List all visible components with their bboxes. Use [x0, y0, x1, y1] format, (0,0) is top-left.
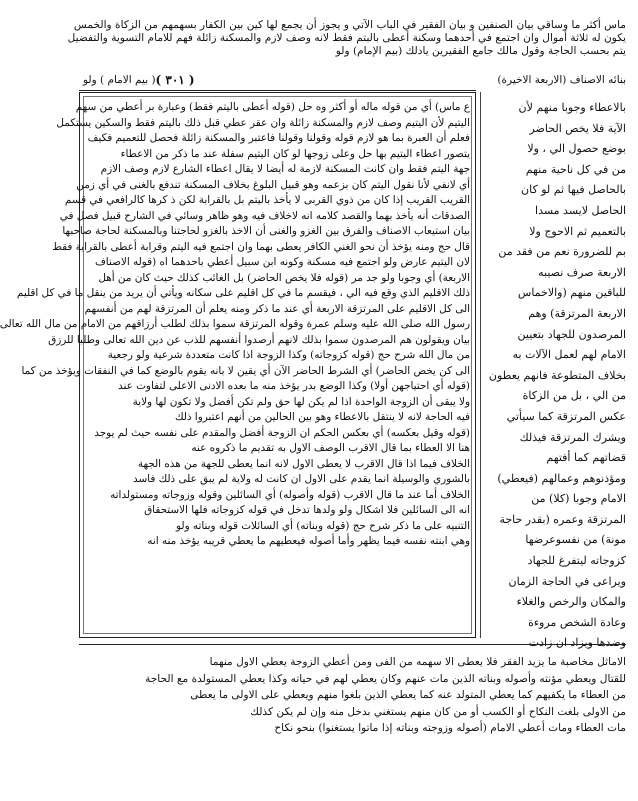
top-margin-commentary [67, 19, 626, 59]
text-line: القريب القريب إذا كان من ذوي القربى لا يأخذ باليتم بل بالقرابة لكن ذ كرها كالرافعي في قسم [64, 194, 470, 206]
text-line: ماس أكثر ما وساقي بيان الصنفين و بيان الفقير في الباب الآتي و يجوز أن يجمع لها كين بين الكفار بسهمهم من الزكاة والخمس [73, 19, 626, 31]
text-line [87, 565, 470, 581]
page-number: ( ٣٠١ ) [155, 73, 195, 87]
text-line [87, 550, 470, 566]
text-line: ويراعى في الحاجة الزمان [508, 574, 626, 588]
text-line: الاماثل مخاصبة ما يزيد الفقر فلا يعطى الا سهمه من الفى ومن أعطي الزوجة يعطي الاول منهما [209, 656, 626, 668]
text-line: الاربعة) أي وجوبا ولو جد مر (قوله فلا يخص الحاضر) بل الغائب كذلك حيث كان من أهل [98, 271, 470, 284]
text-line: بم للضرورة نعم من فقد من [498, 245, 626, 259]
text-line: وعادة الشخص مروءة [528, 615, 626, 629]
text-line: الآية فلا يخص الحاضر [529, 121, 626, 135]
text-line: ومؤذنوهم وعمالهم (فيعطي) [497, 471, 626, 485]
text-line: ويشرك المرتزقة فيذلك [519, 430, 626, 444]
text-line: من الاولى بلغت النكاح أو الكسب أو من كان منهم يستغني بدخل منه وإن لم يكن كذلك [250, 705, 626, 718]
text-line: فيه الحاجة لانه لا ينتقل بالاعطاء وهو بين الحالين من أنهم اعتبروا ذلك [174, 411, 470, 423]
header-rule [79, 90, 476, 91]
framed-commentary-text [0, 100, 470, 630]
text-line: الصدقات أنه يأخذ بهما والقصد كلامه انه لاخلاف فيه وهو ظاهر وسائي في الشارح قبيل فصل في [59, 209, 470, 222]
text-line [87, 596, 470, 612]
text-line [87, 612, 470, 628]
text-line: الى كل الاقليم على المرتزقة الاربعة أي عند ما ذكر ومنه يعلم أن المرتزقة لهم من أنفسهم [84, 302, 470, 315]
text-line: الخلاف فيما اذا قال الاقرب لا يعطى الاول لانه انما يعطى للجهة من هذه الجهة [137, 457, 470, 470]
text-line: والمكان والرخص والغلاء [516, 595, 626, 609]
text-line: ع ماس) أي من قوله ماله أو أكثر وه حل (قوله أعطى باليتم فقط) وعبارة بر أعطي من سهم [75, 101, 470, 113]
text-line: المرصدون للجهاد بتعيين [517, 327, 626, 341]
text-line: من العطاء ما يكفيهم كما يعطي المتولد عنه كما يعطي الذين بلغوا منهم ويعطي على الاولى ما يعطى [190, 689, 626, 701]
text-line: الى كن يخص الحاضر) أي الشرط الحاضر الآن أي يقين لا بانه يقوم بالوضع كما في النفقات ويؤخذ من كما [21, 364, 470, 377]
text-line: الخلاف أما عند ما قال الاقرب (قوله وأصوله) أي السائلين وقوله وزوجاته ومستولداته [110, 488, 470, 501]
text-line: الامام وجوبا (كلا) من [531, 492, 626, 506]
text-line: الامام لهم لعمل الآلات به [512, 348, 626, 362]
text-line: مونة) من نفسوعرضها [525, 533, 626, 547]
text-line: فعلم أن العبرة بما هو لازم قوله وقولنا وقولنا فاعتبر والمسكنة زائلة فحصل للتعميم فكيف [87, 132, 470, 144]
running-head-left: ( بيم الامام ) ولو [83, 74, 156, 86]
text-line: بوضع حصول الي ، ولا [527, 142, 626, 156]
text-line: كزوجاته ليتفرغ للجهاد [527, 554, 626, 568]
text-line: قال حج ومنه يؤخذ أن نحو الغني الكافر يعطى بهما وان اجتمع فيه اليتم وقرابة أعطى بالقرابة فقط [52, 240, 470, 253]
text-line: بالاعطاء وجوبا منهم لأن [518, 101, 626, 114]
text-line: وضدها ويزاد ان زادت [528, 636, 626, 650]
text-line: الحاصل لايسد مسدا [535, 203, 626, 217]
footer-rule [79, 644, 626, 645]
text-line: المرتزقة وعمره (بقدر حاجة [499, 512, 626, 526]
text-line: لان اليتيم عارض ولو اجتمع فيه مسكنة وكونه ابن سبيل أعطي باحدهما اه (قوله الاصناف [95, 256, 470, 268]
page-header [79, 72, 626, 88]
text-line: بخلاف المتطوعة فانهم يعطون [488, 368, 626, 382]
text-line: التنبيه على ما ذكر شرح حج (قوله وبناته) أي السائلات قوله وبناته ولو [176, 519, 470, 532]
text-line: عكس المرتزقة كما سيأتي [506, 409, 626, 423]
bottom-text [79, 654, 626, 737]
text-line: ولا يبقى أن الزوجة الواحدة اذا لم يكن لها حق ولم تكن أفضل ولا تكون لها ولاية [132, 395, 470, 408]
text-line: رسول الله صلى الله عليه وسلم عمرة وقوله المرتزقة سموا بذلك لطلب أرزاقهم من الامام من مال الله تعالى [0, 318, 470, 330]
text-line: للباقين منهم (والاخماس [517, 286, 626, 300]
text-line: الاربعة المرتزقة) وهم [528, 306, 626, 320]
text-line: بالتعميم ثم الاحوج ولا [529, 224, 626, 238]
text-line: ذلك الاقليم الذي وقع فيه الي ، فيقسم ما في كل اقليم على سكانه ويأتي أن يريد من ينقل ما في كل اقليم [16, 287, 470, 299]
column-divider [480, 92, 481, 638]
main-text-column [486, 98, 626, 650]
text-line: من الي ، بل من الزكاة [522, 389, 626, 403]
text-line: بيان استيعاب الاصناف والفرق بين الغزو والغنى أن الاخذ بالغزو لحاجتنا وبالمسكنة لحاجة صاحبها [62, 225, 470, 237]
text-line: مات العطاء ومات أعطي الامام (أصوله وزوجته وبناته إذا ماتوا يستغنوا) بنحو نكاح [274, 722, 626, 734]
text-line: من مال الله شرح حج (قوله كزوجاته) وكذا الزوجة اذا كانت متعددة شرعية ولو رجعية [107, 349, 470, 361]
text-line: هنا الا العطاء بما قال الاقرب الوصف الاول به تقديم ما ذكروه عنه [191, 442, 470, 454]
text-line: بالشوري والوسيلة انما يقدم على الاول ان كانت له ولاية لم يبق على ذلك فاسد [133, 473, 470, 485]
text-line: جهة اليتم فقط وان كانت المسكنة لازمة له أيضا لا يقال اعطاء الشارع لازم وصف الازم [100, 163, 470, 175]
text-line: اليتيم لأن اليتيم وصف لازم والمسكنة زائلة وان عقر عطي قبل ذلك باليتم فقط والسكين يستكمل [56, 116, 470, 129]
text-line: وهي ابنته نفسه فيما يظهر وأما أصوله فيعطيهم ما يعطي قريبه يؤخذ منه انه [147, 535, 470, 547]
text-line: (قوله وقيل بعكسه) أي بعكس الحكم ان الزوجة أفضل والمقدم على نفسه حيث لم يوجد [94, 426, 470, 439]
text-line: قضاتهم كما أفتهم [546, 451, 626, 465]
text-line: بالحاصل فيها ثم لو كان [521, 183, 626, 197]
text-line: يتم بحسب الحاجة وقول مالك جامع الفقيرين يادلك (بيم الإمام) ولو [335, 45, 626, 57]
text-line: من في كل ناحية منهم [525, 162, 626, 176]
text-line: الاربعة صرف نصيبه [538, 265, 626, 279]
text-line: للقتال ويعطي مؤنته وأصوله وبناته الذين مات عنهم وكان يعطي لهم في حياته وكذا يعطي المستولدة مع الحاجة [145, 672, 626, 685]
text-line: بيان ويقولون هم المرصدون سموا بذلك لانهم أرصدوا أنفسهم للذب عن دين الله تعالى وطلبا للرزق [48, 333, 470, 346]
text-line: (قوله أي احتياجهن أولا) وكذا الوضع بدر يؤخذ منه ما بعده الادنى الاعلى لتفاوت عند [118, 380, 470, 392]
running-head: بنائه الاصناف (الاربعة الاخيرة) [497, 74, 626, 86]
text-line [87, 581, 470, 597]
text-line: انه الى السائلين فلا اشكال ولو ولدها تدخل في قوله كزوجاته فلها الاستحقاق [144, 504, 470, 516]
text-line: يكون له ثلاثة أموال وان اجتمع في أحدهما وسكنة أعطى بالبتم فقط لانه وصف لازم والمسكنة زائلة فهم للامام التسوية والتفضيل [67, 32, 626, 44]
text-line: يتصور اعطاء اليتيم بها حل وعلى زوجها لو كان اليتيم سفلة عند ما ذكر من الاعطاء [120, 147, 470, 160]
text-line: أي لانفي لأنا نقول اليتم كان بزعمه وهو قبيل البلوغ بخلاف المسكنة تندفع بالغنى في أي زمن [76, 178, 470, 191]
book-page [0, 8, 626, 793]
